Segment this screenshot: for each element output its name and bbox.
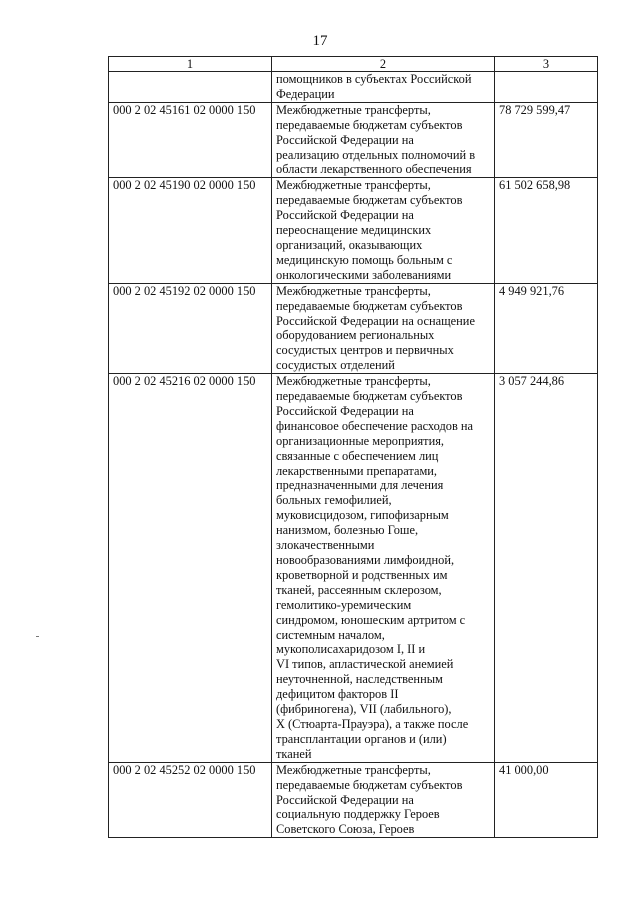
description-line: гемолитико-уремическим — [276, 597, 412, 612]
description-line: организационные мероприятия, — [276, 433, 444, 448]
table-row — [109, 72, 598, 103]
table-body — [109, 72, 598, 838]
description-line: мукополисахаридозом I, II и — [276, 642, 426, 657]
description-line: передаваемые бюджетам субъектов — [276, 298, 463, 313]
description-line: Российской Федерации на — [276, 792, 414, 807]
column-header-code: 1 — [109, 57, 272, 72]
description-line: связанные с обеспечением лиц — [276, 448, 439, 463]
description-line: Советского Союза, Героев — [276, 822, 415, 837]
description-line: Российской Федерации на — [276, 403, 414, 418]
amount-cell: 4 949 921,76 — [495, 283, 598, 373]
budget-code-cell: 000 2 02 45161 02 0000 150 — [109, 102, 272, 178]
description-line: области лекарственного обеспечения — [276, 162, 472, 177]
description-line: финансовое обеспечение расходов на — [276, 418, 474, 433]
description-line: муковисцидозом, гипофизарным — [276, 508, 449, 523]
description-line: передаваемые бюджетам субъектов — [276, 117, 463, 132]
amount-cell — [495, 72, 598, 103]
description-line: переоснащение медицинских — [276, 223, 432, 238]
description-line: больных гемофилией, — [276, 493, 392, 508]
table-row — [109, 102, 598, 178]
description-line: Межбюджетные трансферты, — [276, 374, 431, 389]
budget-table — [108, 56, 598, 838]
description-line: Межбюджетные трансферты, — [276, 762, 431, 777]
description-line: онкологическими заболеваниями — [276, 267, 452, 282]
description-line: кроветворной и родственных им — [276, 567, 448, 582]
description-line: синдромом, юношеским артритом с — [276, 612, 466, 627]
description-line: X (Стюарта-Прауэра), а также после — [276, 716, 469, 731]
budget-code-cell: 000 2 02 45192 02 0000 150 — [109, 283, 272, 373]
description-line: тканей, рассеянным склерозом, — [276, 582, 442, 597]
description-line: трансплантации органов и (или) — [276, 731, 447, 746]
description-cell — [272, 72, 495, 103]
description-line: сосудистых отделений — [276, 358, 395, 373]
amount-cell: 3 057 244,86 — [495, 374, 598, 763]
amount-cell: 61 502 658,98 — [495, 178, 598, 283]
description-line: реализацию отдельных полномочий в — [276, 147, 476, 162]
description-line: оборудованием региональных — [276, 328, 435, 343]
amount-cell: 41 000,00 — [495, 762, 598, 838]
description-line: нанизмом, болезнью Гоше, — [276, 523, 419, 538]
description-cell — [272, 762, 495, 838]
budget-code-cell: 000 2 02 45252 02 0000 150 — [109, 762, 272, 838]
table-row — [109, 178, 598, 283]
description-line: социальную поддержку Героев — [276, 807, 440, 822]
table-row — [109, 762, 598, 838]
description-line: Федерации — [276, 86, 335, 101]
description-line: передаваемые бюджетам субъектов — [276, 193, 463, 208]
description-line: злокачественными — [276, 538, 375, 553]
description-line: Межбюджетные трансферты, — [276, 102, 431, 117]
description-line: Межбюджетные трансферты, — [276, 283, 431, 298]
description-line: организаций, оказывающих — [276, 237, 423, 252]
column-header-description: 2 — [272, 57, 495, 72]
description-line: новообразованиями лимфоидной, — [276, 553, 455, 567]
budget-code-cell: 000 2 02 45216 02 0000 150 — [109, 374, 272, 763]
budget-code-cell: 000 2 02 45190 02 0000 150 — [109, 178, 272, 283]
description-cell — [272, 102, 495, 178]
description-line: Межбюджетные трансферты, — [276, 178, 431, 193]
description-line: Российской Федерации на оснащение — [276, 313, 475, 328]
description-line: тканей — [276, 746, 312, 761]
description-cell — [272, 178, 495, 283]
table-row — [109, 374, 598, 763]
description-cell — [272, 283, 495, 373]
description-line: дефицитом факторов II — [276, 687, 399, 702]
description-line: неуточненной, наследственным — [276, 672, 443, 687]
amount-cell: 78 729 599,47 — [495, 102, 598, 178]
description-line: медицинскую помощь больным с — [276, 252, 453, 267]
description-line: сосудистых центров и первичных — [276, 343, 454, 358]
table-header-row — [109, 57, 598, 72]
description-line: передаваемые бюджетам субъектов — [276, 777, 463, 792]
description-line: системным началом, — [276, 627, 385, 642]
budget-code-cell — [109, 72, 272, 103]
page-number: 17 — [312, 33, 328, 49]
description-line: передаваемые бюджетам субъектов — [276, 389, 463, 404]
description-line: помощников в субъектах Российской — [276, 72, 472, 86]
description-line: предназначенными для лечения — [276, 478, 444, 493]
description-line: VI типов, апластической анемией — [276, 657, 454, 672]
description-line: лекарственными препаратами, — [276, 463, 438, 478]
description-line: (фибриногена), VII (лабильного), — [276, 702, 452, 717]
description-line: Российской Федерации на — [276, 208, 414, 223]
column-header-amount: 3 — [495, 57, 598, 72]
margin-mark — [36, 636, 39, 637]
description-cell — [272, 374, 495, 763]
table-row — [109, 283, 598, 373]
description-line: Российской Федерации на — [276, 132, 414, 147]
